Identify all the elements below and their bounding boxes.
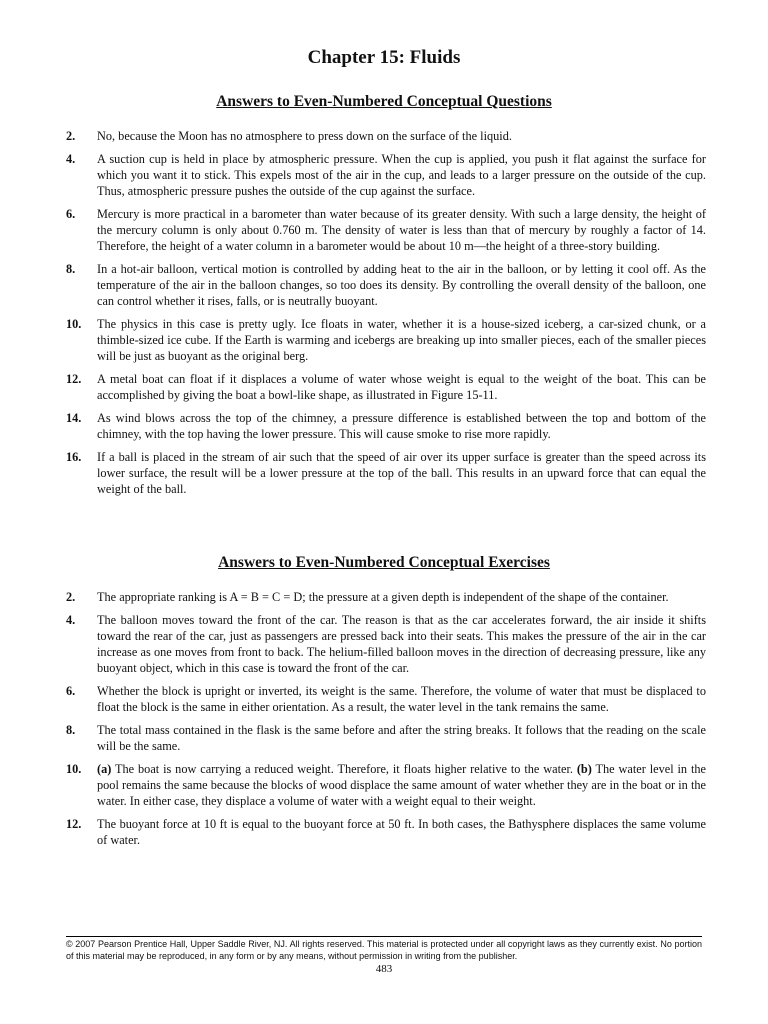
answer-text: The appropriate ranking is A = B = C = D; the pressure at a given depth is independent of the shape of the container. <box>97 590 669 604</box>
questions-list <box>66 128 706 504</box>
copyright-notice: © 2007 Pearson Prentice Hall, Upper Saddle River, NJ. All rights reserved. This material is protected under all copyright laws as they currently exist. No portion of this material may be reproduced, in any form or by any means, without permission in writing from the publisher. <box>66 939 702 961</box>
item-number: 4. <box>66 613 76 627</box>
exercise-answer-10 <box>66 761 706 809</box>
item-number: 8. <box>66 723 76 737</box>
page-number: 483 <box>375 963 393 975</box>
part-a-text: The boat is now carrying a reduced weight. Therefore, it floats higher relative to the water. <box>111 762 577 776</box>
item-number: 10. <box>66 762 82 776</box>
question-answer-14 <box>66 410 706 442</box>
answer-text: Mercury is more practical in a barometer than water because of its greater density. With such a large density, the height of the mercury column is only about 0.760 m. The density of water is less than that of mercury by roughly a factor of 14. Therefore, the height of a water column in a barometer would be about 10 m—the height of a three-story building. <box>97 207 706 253</box>
item-number: 14. <box>66 411 82 425</box>
item-number: 4. <box>66 152 76 166</box>
question-answer-16 <box>66 449 706 497</box>
questions-heading: Answers to Even-Numbered Conceptual Questions <box>216 93 552 110</box>
question-answer-2 <box>66 128 706 144</box>
question-answer-4 <box>66 151 706 199</box>
item-number: 6. <box>66 207 76 221</box>
item-number: 2. <box>66 129 76 143</box>
question-answer-12 <box>66 371 706 403</box>
item-number: 8. <box>66 262 76 276</box>
chapter-title: Chapter 15: Fluids <box>307 47 461 68</box>
exercise-answer-2 <box>66 589 706 605</box>
answer-text: As wind blows across the top of the chimney, a pressure difference is established between the top and bottom of the chimney, with the top having the lower pressure. This will cause smoke to rise more rapidly. <box>97 411 706 441</box>
answer-text: The buoyant force at 10 ft is equal to the buoyant force at 50 ft. In both cases, the Bathysphere displaces the same volume of water. <box>97 817 706 847</box>
item-number: 12. <box>66 372 82 386</box>
exercise-answer-8 <box>66 722 706 754</box>
answer-text: A suction cup is held in place by atmospheric pressure. When the cup is applied, you push it flat against the surface for which you want it to stick. This expels most of the air in the cup, and leads to a larger pressure on the outside of the cup. Thus, atmospheric pressure pushes the outside of the cup against the surface. <box>97 152 706 198</box>
item-number: 10. <box>66 317 82 331</box>
exercises-heading: Answers to Even-Numbered Conceptual Exercises <box>218 554 550 571</box>
item-number: 16. <box>66 450 82 464</box>
exercise-answer-6 <box>66 683 706 715</box>
part-a-label: (a) <box>97 762 112 776</box>
footer-divider <box>66 936 702 937</box>
item-number: 6. <box>66 684 76 698</box>
exercises-list <box>66 589 706 855</box>
question-answer-8 <box>66 261 706 309</box>
answer-text: If a ball is placed in the stream of air such that the speed of air over its upper surface is greater than the speed across its lower surface, the result will be a lower pressure at the top of the ball. This results in an upward force that can equal the weight of the ball. <box>97 450 706 496</box>
answer-text: The balloon moves toward the front of the car. The reason is that as the car accelerates forward, the air inside it shifts toward the rear of the car, just as passengers are pressed back into their seats. This makes the pressure of the air in the car increase as one moves from front to back. The helium-filled balloon moves in the direction of decreasing pressure, like any buoyant object, which in this case is toward the front of the car. <box>97 613 706 675</box>
answer-text: Whether the block is upright or inverted, its weight is the same. Therefore, the volume of water that must be displaced to float the block is the same in either orientation. As a result, the water level in the tank remains the same. <box>97 684 706 714</box>
answer-text: A metal boat can float if it displaces a volume of water whose weight is equal to the weight of the boat. This can be accomplished by giving the boat a bowl-like shape, as illustrated in Figure 15-11. <box>97 372 706 402</box>
answer-text: No, because the Moon has no atmosphere to press down on the surface of the liquid. <box>97 129 512 143</box>
answer-text: The physics in this case is pretty ugly. Ice floats in water, whether it is a house-sized iceberg, a car-sized chunk, or a thimble-sized ice cube. If the Earth is warming and icebergs are breaking up into smaller pieces, each of the smaller pieces will be just as buoyant as the original berg. <box>97 317 706 363</box>
answer-text: In a hot-air balloon, vertical motion is controlled by adding heat to the air in the balloon, or by letting it cool off. As the temperature of the air in the balloon changes, so too does its density. By controlling the overall density of the balloon, one can control whether it rises, falls, or is neutrally buoyant. <box>97 262 706 308</box>
question-answer-6 <box>66 206 706 254</box>
exercise-answer-12 <box>66 816 706 848</box>
answer-text: The total mass contained in the flask is the same before and after the string breaks. It follows that the reading on the scale will be the same. <box>97 723 706 753</box>
exercise-answer-4 <box>66 612 706 676</box>
item-number: 12. <box>66 817 82 831</box>
part-b-label: (b) <box>576 762 592 776</box>
item-number: 2. <box>66 590 76 604</box>
part-b-text: The water level in the pool remains the same because the blocks of wood displace the same amount of water whether they are in the boat or in the water. In either case, they displace a volume of water with a weight equal to their weight. <box>97 762 706 808</box>
question-answer-10 <box>66 316 706 364</box>
